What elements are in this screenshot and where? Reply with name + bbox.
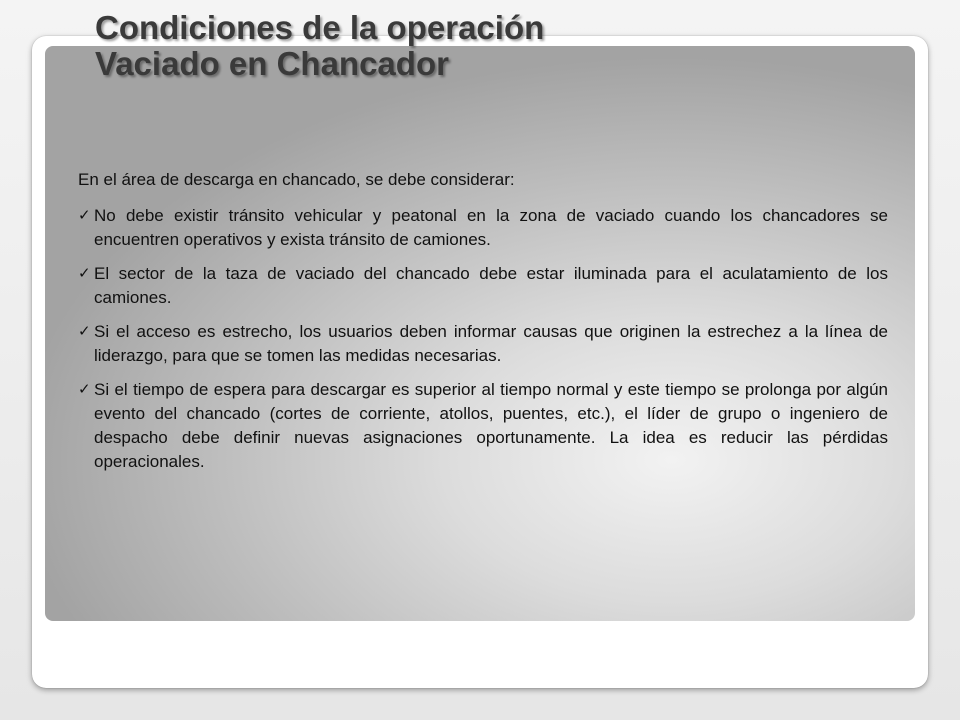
bullet-list <box>78 204 888 474</box>
bullet-item <box>78 262 888 310</box>
bullet-text: Si el acceso es estrecho, los usuarios deben informar causas que originen la estrechez a la línea de liderazgo, para que se tomen las medidas necesarias. <box>94 322 888 365</box>
slide-body <box>78 168 888 484</box>
bullet-text: No debe existir tránsito vehicular y peatonal en la zona de vaciado cuando los chancadores se encuentren operativos y exista tránsito de camiones. <box>94 206 888 249</box>
check-mark-icon: ✓ <box>78 265 91 282</box>
check-mark-icon: ✓ <box>78 207 91 224</box>
bullet-item <box>78 378 888 474</box>
bullet-text: El sector de la taza de vaciado del chancado debe estar iluminada para el aculatamiento de los camiones. <box>94 264 888 307</box>
bullet-item <box>78 204 888 252</box>
check-mark-icon: ✓ <box>78 381 91 398</box>
slide-title <box>95 10 544 82</box>
bullet-item <box>78 320 888 368</box>
bullet-text: Si el tiempo de espera para descargar es superior al tiempo normal y este tiempo se prolonga por algún evento del chancado (cortes de corriente, atollos, puentes, etc.), el líder de grupo o ingeniero de despacho debe definir nuevas asignaciones oportunamente. La idea es reducir las pérdidas operacionales. <box>94 380 888 471</box>
check-mark-icon: ✓ <box>78 323 91 340</box>
title-line-2: Vaciado en Chancador <box>95 45 449 82</box>
intro-text: En el área de descarga en chancado, se debe considerar: <box>78 170 515 189</box>
title-line-1: Condiciones de la operación <box>95 9 545 46</box>
